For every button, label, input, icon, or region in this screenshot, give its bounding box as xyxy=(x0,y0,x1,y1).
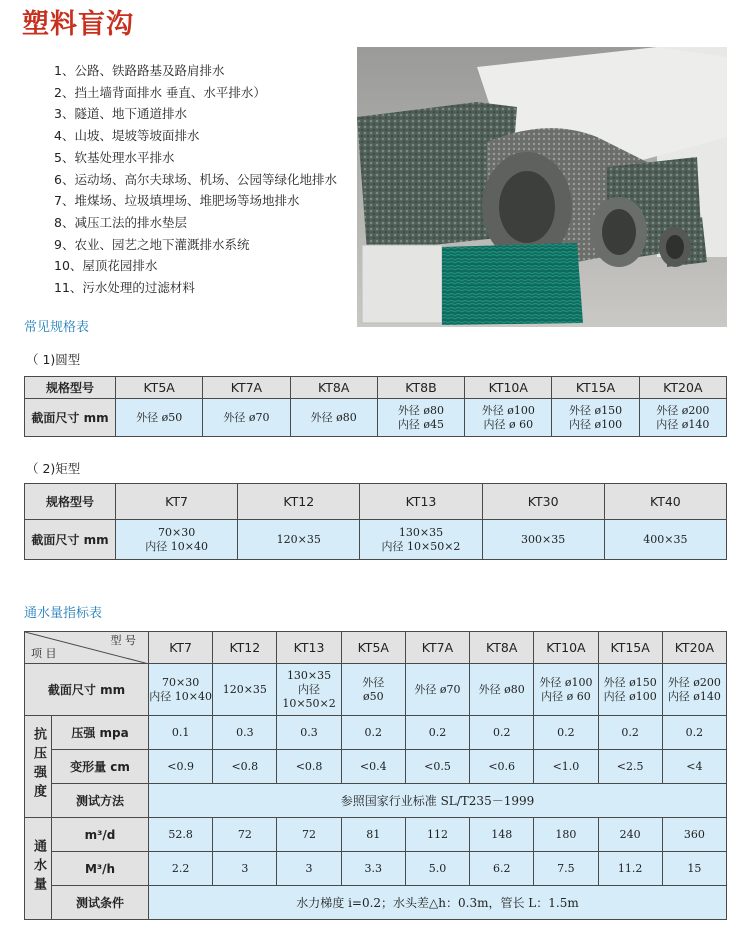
round-model: KT8B xyxy=(377,377,464,399)
round-type-subtitle: （ 1)圆型 xyxy=(26,352,81,367)
round-model: KT8A xyxy=(290,377,377,399)
m3h-value: 3 xyxy=(277,852,341,886)
flow-model: KT5A xyxy=(341,632,405,664)
deform-value: <4 xyxy=(662,750,726,784)
water-group-label: 通水量 xyxy=(25,818,52,920)
round-size xyxy=(552,399,639,437)
round-size-line2: 内径 ø 60 xyxy=(483,417,534,431)
test-cond-label: 测试条件 xyxy=(52,886,149,920)
flow-model: KT20A xyxy=(662,632,726,664)
rect-size xyxy=(116,520,238,560)
applications-list xyxy=(54,60,337,299)
rect-size-line1: 400×35 xyxy=(643,532,688,546)
round-size xyxy=(465,399,552,437)
m3h-value: 5.0 xyxy=(405,852,469,886)
flow-section-size xyxy=(149,664,213,716)
product-photo xyxy=(357,47,727,327)
pressure-value: 0.2 xyxy=(598,716,662,750)
rect-size xyxy=(604,520,726,560)
flow-section-size-line1: 120×35 xyxy=(222,682,267,696)
m3h-value: 11.2 xyxy=(598,852,662,886)
pressure-value: 0.1 xyxy=(149,716,213,750)
flow-model: KT12 xyxy=(213,632,277,664)
flow-model: KT7A xyxy=(405,632,469,664)
round-size xyxy=(377,399,464,437)
corner-top-label: 型 号 xyxy=(110,634,136,647)
application-item: 7、堆煤场、垃圾填埋场、堆肥场等场地排水 xyxy=(54,193,300,209)
flow-model: KT10A xyxy=(534,632,598,664)
flow-section-size-line1: 70×30 xyxy=(162,675,200,689)
flow-section-size xyxy=(341,664,405,716)
round-size-line2: 内径 ø100 xyxy=(568,417,623,431)
round-size-line1: 外径 ø70 xyxy=(223,410,270,424)
round-size-line2: 内径 ø140 xyxy=(656,417,710,431)
round-size-label: 截面尺寸 mm xyxy=(25,399,116,437)
m3h-value: 6.2 xyxy=(470,852,534,886)
application-item: 6、运动场、高尔夫球场、机场、公园等绿化地排水 xyxy=(54,171,337,187)
round-size-line1: 外径 ø80 xyxy=(397,403,445,417)
pressure-value: 0.3 xyxy=(213,716,277,750)
flow-section-size-line1: 外径 ø200 xyxy=(667,675,721,689)
deform-value: <0.9 xyxy=(149,750,213,784)
flow-section-size-line1: 外径 ø80 xyxy=(478,682,525,696)
round-model: KT7A xyxy=(203,377,290,399)
pressure-value: 0.2 xyxy=(470,716,534,750)
page-title: 塑料盲沟 xyxy=(22,9,134,40)
rect-size xyxy=(238,520,360,560)
round-model: KT10A xyxy=(465,377,552,399)
rect-size-line1: 300×35 xyxy=(521,532,566,546)
m3d-label: m³/d xyxy=(52,818,149,852)
flow-model: KT13 xyxy=(277,632,341,664)
round-model: KT5A xyxy=(116,377,203,399)
rect-size-line2: 内径 10×40 xyxy=(145,539,208,553)
flow-section-size xyxy=(405,664,469,716)
deform-value: <0.4 xyxy=(341,750,405,784)
deform-value: <0.6 xyxy=(470,750,534,784)
flow-section-size xyxy=(277,664,341,716)
round-size-line2: 内径 ø45 xyxy=(397,417,445,431)
flow-section-size xyxy=(662,664,726,716)
flow-section-size-line1: 130×35 xyxy=(286,668,332,682)
flow-section-size-line1: 外径 ø150 xyxy=(603,675,657,689)
round-size xyxy=(116,399,203,437)
deform-value: <0.5 xyxy=(405,750,469,784)
m3h-value: 2.2 xyxy=(149,852,213,886)
compress-group-label: 抗压强度 xyxy=(25,716,52,818)
rect-spec-table xyxy=(24,483,727,560)
pressure-value: 0.2 xyxy=(341,716,405,750)
application-item: 1、公路、铁路路基及路肩排水 xyxy=(54,63,225,78)
round-model-label: 规格型号 xyxy=(25,377,116,399)
test-cond-value: 水力梯度 i=0.2；水头差△h：0.3m，管长 L：1.5m xyxy=(149,886,727,920)
rect-model: KT30 xyxy=(482,484,604,520)
m3d-value: 81 xyxy=(341,818,405,852)
rect-model: KT40 xyxy=(604,484,726,520)
round-size-line1: 外径 ø80 xyxy=(310,410,357,424)
rect-size-line2: 内径 10×50×2 xyxy=(381,539,461,553)
test-method-label: 测试方法 xyxy=(52,784,149,818)
flow-section-size-line1: 外径 xyxy=(362,675,385,689)
flow-section-size xyxy=(598,664,662,716)
pressure-value: 0.2 xyxy=(534,716,598,750)
rect-size-line1: 70×30 xyxy=(157,525,196,539)
round-size-line1: 外径 ø200 xyxy=(656,403,710,417)
flow-model: KT15A xyxy=(598,632,662,664)
rect-size-line1: 130×35 xyxy=(398,525,444,539)
rect-type-subtitle: （ 2)矩型 xyxy=(26,461,81,476)
flow-section-size xyxy=(470,664,534,716)
flow-section-size xyxy=(213,664,277,716)
flow-section-size-line2: 内径 ø 60 xyxy=(541,689,591,703)
deform-value: <2.5 xyxy=(598,750,662,784)
pressure-label: 压强 mpa xyxy=(52,716,149,750)
flow-section-title: 通水量指标表 xyxy=(24,606,103,621)
application-item: 10、屋顶花园排水 xyxy=(54,258,158,274)
flow-section-size-line2: ø50 xyxy=(362,689,384,703)
pressure-value: 0.3 xyxy=(277,716,341,750)
m3d-value: 148 xyxy=(470,818,534,852)
m3h-label: M³/h xyxy=(52,852,149,886)
round-size xyxy=(290,399,377,437)
m3d-value: 240 xyxy=(598,818,662,852)
flow-section-size-line2: 内径 10×40 xyxy=(149,689,212,703)
application-item: 2、挡土墙背面排水 垂直、水平排水） xyxy=(54,84,266,100)
m3h-value: 15 xyxy=(662,852,726,886)
flow-section-size-line1: 外径 ø70 xyxy=(414,682,461,696)
m3d-value: 52.8 xyxy=(149,818,213,852)
spec-section-title: 常见规格表 xyxy=(24,320,90,335)
deform-value: <1.0 xyxy=(534,750,598,784)
m3d-value: 180 xyxy=(534,818,598,852)
deform-label: 变形量 cm xyxy=(52,750,149,784)
pressure-value: 0.2 xyxy=(405,716,469,750)
corner-bottom-label: 项 目 xyxy=(31,647,57,660)
m3h-value: 3 xyxy=(213,852,277,886)
deform-value: <0.8 xyxy=(213,750,277,784)
rect-size xyxy=(482,520,604,560)
flow-model: KT7 xyxy=(149,632,213,664)
deform-value: <0.8 xyxy=(277,750,341,784)
flow-model: KT8A xyxy=(470,632,534,664)
round-size-line1: 外径 ø150 xyxy=(568,403,623,417)
rect-model: KT7 xyxy=(116,484,238,520)
pressure-value: 0.2 xyxy=(662,716,726,750)
flow-table xyxy=(24,631,727,920)
flow-section-size-line2: 内径 ø100 xyxy=(603,689,657,703)
flow-section-size-line2: 内径 10×50×2 xyxy=(282,682,336,710)
rect-size-label: 截面尺寸 mm xyxy=(25,520,116,560)
m3h-value: 7.5 xyxy=(534,852,598,886)
application-item: 3、隧道、地下通道排水 xyxy=(54,106,187,122)
application-item: 8、减压工法的排水垫层 xyxy=(54,214,187,230)
m3d-value: 72 xyxy=(213,818,277,852)
round-spec-table xyxy=(24,376,727,437)
m3d-value: 112 xyxy=(405,818,469,852)
round-size-line1: 外径 ø50 xyxy=(136,410,183,424)
m3d-value: 360 xyxy=(662,818,726,852)
flow-section-size-line2: 内径 ø140 xyxy=(667,689,721,703)
application-item: 5、软基处理水平排水 xyxy=(54,149,175,165)
flow-section-size-line1: 外径 ø100 xyxy=(539,675,593,689)
rect-model: KT12 xyxy=(238,484,360,520)
rect-model-label: 规格型号 xyxy=(25,484,116,520)
rect-model: KT13 xyxy=(360,484,482,520)
round-model: KT20A xyxy=(639,377,726,399)
round-size-line1: 外径 ø100 xyxy=(481,403,535,417)
corner-header xyxy=(25,632,149,664)
flow-section-size xyxy=(534,664,598,716)
application-item: 11、污水处理的过滤材料 xyxy=(54,280,195,296)
m3d-value: 72 xyxy=(277,818,341,852)
round-model: KT15A xyxy=(552,377,639,399)
round-size xyxy=(203,399,290,437)
application-item: 9、农业、园艺之地下灌溉排水系统 xyxy=(54,236,250,252)
section-size-label: 截面尺寸 mm xyxy=(25,664,149,716)
m3h-value: 3.3 xyxy=(341,852,405,886)
test-method-value: 参照国家行业标准 SL/T235－1999 xyxy=(149,784,727,818)
application-item: 4、山坡、堤坡等坡面排水 xyxy=(54,128,200,144)
rect-size-line1: 120×35 xyxy=(276,532,321,546)
round-size xyxy=(639,399,726,437)
rect-size xyxy=(360,520,482,560)
